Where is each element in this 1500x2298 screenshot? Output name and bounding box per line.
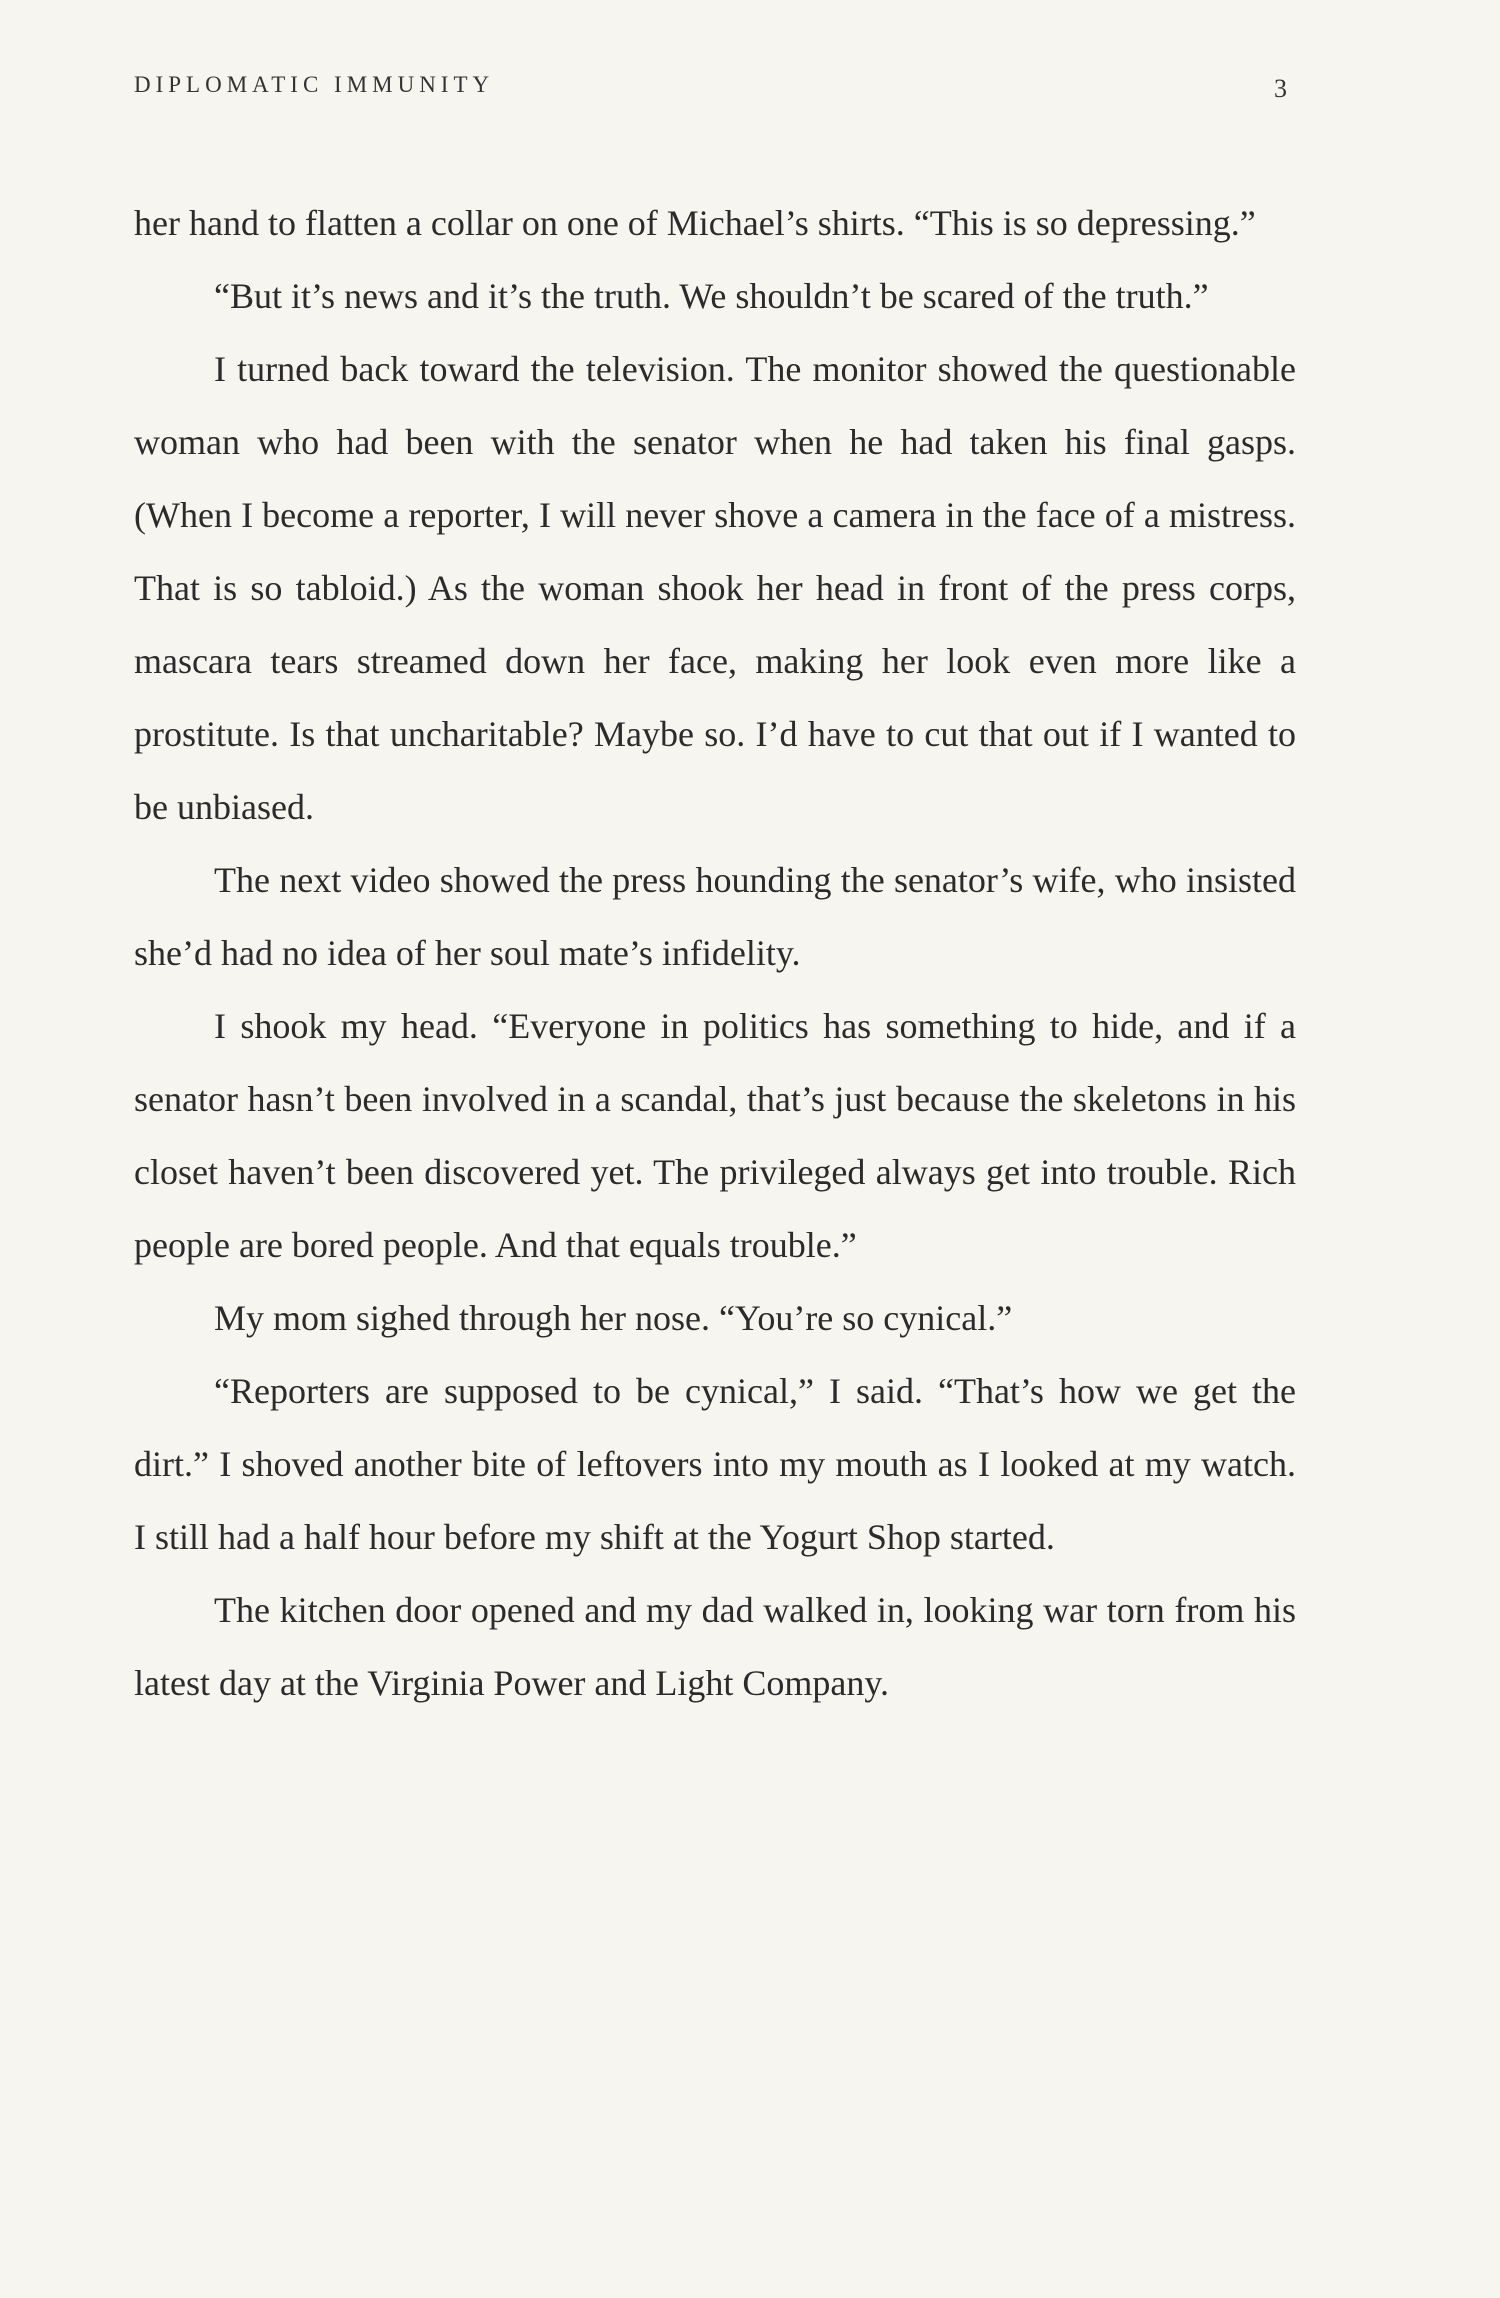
paragraph: The kitchen door opened and my dad walked in, looking war torn from his latest day at the Virginia Power and Light Company. (134, 1590, 1296, 1703)
running-title: DIPLOMATIC IMMUNITY (134, 72, 495, 97)
paragraph: her hand to flatten a collar on one of Michael’s shirts. “This is so depressing.” (134, 203, 1256, 243)
body-text (134, 187, 1296, 1720)
page-number: 3 (1274, 74, 1287, 103)
paragraph: “But it’s news and it’s the truth. We shouldn’t be scared of the truth.” (214, 276, 1209, 316)
paragraph: I turned back toward the television. The monitor showed the questionable woman who had been with the senator when he had taken his final gasps. (When I become a reporter, I will never shove a camera in the face of a mistress. That is so tabloid.) As the woman shook her head in front of the press corps, mascara tears streamed down her face, making her look even more like a prostitute. Is that uncharitable? Maybe so. I’d have to cut that out if I wanted to be unbiased. (134, 349, 1296, 827)
paragraph: My mom sighed through her nose. “You’re so cynical.” (214, 1298, 1013, 1338)
paragraph: “Reporters are supposed to be cynical,” I said. “That’s how we get the dirt.” I shoved another bite of leftovers into my mouth as I looked at my watch. I still had a half hour before my shift at the Yogurt Shop started. (134, 1371, 1296, 1557)
paragraph: I shook my head. “Everyone in politics has something to hide, and if a senator hasn’t been involved in a scandal, that’s just because the skeletons in his closet haven’t been discovered yet. The privileged always get into trouble. Rich people are bored people. And that equals trouble.” (134, 1006, 1296, 1265)
paragraph: The next video showed the press hounding the senator’s wife, who insisted she’d had no idea of her soul mate’s infidelity. (134, 860, 1296, 973)
